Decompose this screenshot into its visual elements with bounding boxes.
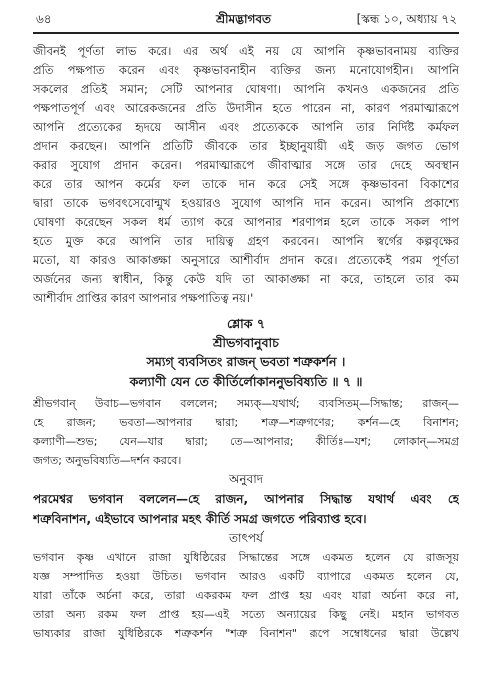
translation-line: পরমেশ্বর ভগবান বললেন—হে রাজন, আপনার সিদ্ধান্ত যথার্থ এবং হে (33, 492, 459, 506)
synonyms-line: শ্রীভগবান্ উবাচ—ভগবান বললেন; সম্যক্—যথার্থ; ব্যবসিতম্—সিদ্ধান্ত; রাজন্— (33, 397, 459, 410)
purport-text (33, 548, 459, 643)
book-title: শ্রীমদ্ভাগবত (216, 12, 272, 26)
section-reference: [স্কন্ধ ১০, অধ্যায় ৭২ (356, 12, 457, 26)
purport-line: যজ্ঞ সম্পাদিত হওয়া উচিত। ভগবান আরও একটি ব্যাপারে একমত হলেন যে, (33, 570, 459, 583)
intro-line: দ্বারা তাকে ভগবৎসেবোন্মুখ হওয়ারও সুযোগ আপনি দান করেন। আপনি প্রকাশ্যে (33, 196, 459, 210)
translation-line: শত্রুবিনাশন, এইভাবে আপনার মহৎ কীর্তি সমগ্র জগতে পরিব্যাপ্ত হবে। (33, 512, 367, 526)
intro-line: করার সুযোগ প্রদান করেন। পরমাত্মারূপে জীবাত্মার সঙ্গে তার দেহে অবস্থান (33, 158, 459, 172)
verse-speaker: শ্রীভগবানুবাচ (213, 335, 279, 350)
intro-line: মতো, যা কারও আকাঙ্ক্ষা অনুসারে আশীর্বাদ প্রদান করে। প্রত্যেকেই পরম পূর্ণতা (33, 253, 459, 267)
header-rule (33, 32, 459, 34)
intro-line: হতে মুক্ত করে আপনি তার দায়িত্ব গ্রহণ করবেন। আপনি স্বর্গের কল্পবৃক্ষের (33, 234, 459, 248)
page-body (33, 42, 459, 643)
purport-line: তারা অন্য রকম ফল প্রাপ্ত হয়—এই সত্যে অন্যায়ের কিছু নেই। মহান ভাগবত (33, 608, 459, 621)
intro-line: অর্জনের জন্য স্বাধীন, কিন্তু কেউ যদি তা আকাঙ্ক্ষা না করে, তাহলে তার কম (33, 272, 459, 286)
intro-line: প্রতি পক্ষপাত করেন এবং কৃষ্ণভাবনাহীন ব্যক্তির জন্য মনোযোগহীন। আপনি (33, 63, 459, 77)
purport-heading: তাৎপর্য (229, 531, 263, 545)
synonyms-line: কল্যাণী—শুভ; যেন—যার দ্বারা; তে—আপনার; কীর্তিঃ—যশ; লোকান্—সমগ্র (33, 435, 459, 448)
purport-line: ভগবান কৃষ্ণ এখানে রাজা যুধিষ্ঠিরের সিদ্ধান্তের সঙ্গে একমত হলেন যে রাজসূয় (33, 551, 459, 564)
intro-line: জীবনই পূর্ণতা লাভ করে। এর অর্থ এই নয় যে আপনি কৃষ্ণভাবনাময় ব্যক্তির (33, 44, 459, 58)
page-header (36, 11, 457, 29)
intro-line: আশীর্বাদ প্রাপ্তির কারণ আপনার পক্ষপাতিত্ব নয়।' (33, 291, 254, 305)
synonyms-line: হে রাজন; ভবতা—আপনার দ্বারা; শত্রু—শত্রুগণের; কর্শন—হে বিনাশন; (33, 416, 459, 429)
intro-line: সকলের প্রতিই সমান; সেটি আপনার ঘোষণা। আপনি কখনও একজনের প্রতি (33, 82, 459, 96)
intro-line: প্রদান করছেন। আপনি প্রতিটি জীবকে তার ইচ্ছানুযায়ী এই জড় জগত ভোগ (33, 139, 459, 153)
intro-line: ঘোষণা করেছেন সকল ধর্ম ত্যাগ করে আপনার শরণাপন্ন হলে তাকে সকল পাপ (33, 215, 459, 229)
translation-heading: অনুবাদ (228, 472, 264, 486)
intro-paragraph (33, 42, 459, 308)
purport-line: ভাষ্যকার রাজা যুধিষ্ঠিরকে শত্রুকর্শন "শত্রু বিনাশন" রূপে সম্বোধনের দ্বারা উল্লেখ (33, 627, 459, 640)
page-number: ৬৪ (36, 12, 52, 26)
intro-line: আপনি প্রত্যেকের হৃদয়ে আসীন এবং প্রত্যেককে আপনি তার নির্দিষ্ট কর্মফল (33, 120, 459, 134)
verse-number: শ্লোক ৭ (226, 316, 266, 331)
purport-line: যারা তাঁকে অর্চনা করে, তারা একরকম ফল প্রাপ্ত হয় এবং যারা অর্চনা করে না, (33, 589, 459, 602)
synonyms-line: জগত; অনুভবিষ্যতি—দর্শন করবে। (33, 454, 182, 467)
intro-line: পক্ষপাতপূর্ণ এবং আরেকজনের প্রতি উদাসীন হতে পারেন না, কারণ পরমাত্মারূপে (33, 101, 459, 115)
verse-line: সম্যগ্ ব্যবসিতং রাজন্ ভবতা শত্রুকর্শন । (146, 354, 346, 369)
intro-line: করে তার আপন কর্মের ফল তাকে দান করে সেই সঙ্গে কৃষ্ণভাবনা বিকাশের (33, 177, 459, 191)
verse-line: কল্যাণী যেন তে কীর্তির্লোকাননুভবিষ্যতি ॥ ৭ ॥ (129, 374, 363, 389)
synonyms (33, 394, 459, 470)
